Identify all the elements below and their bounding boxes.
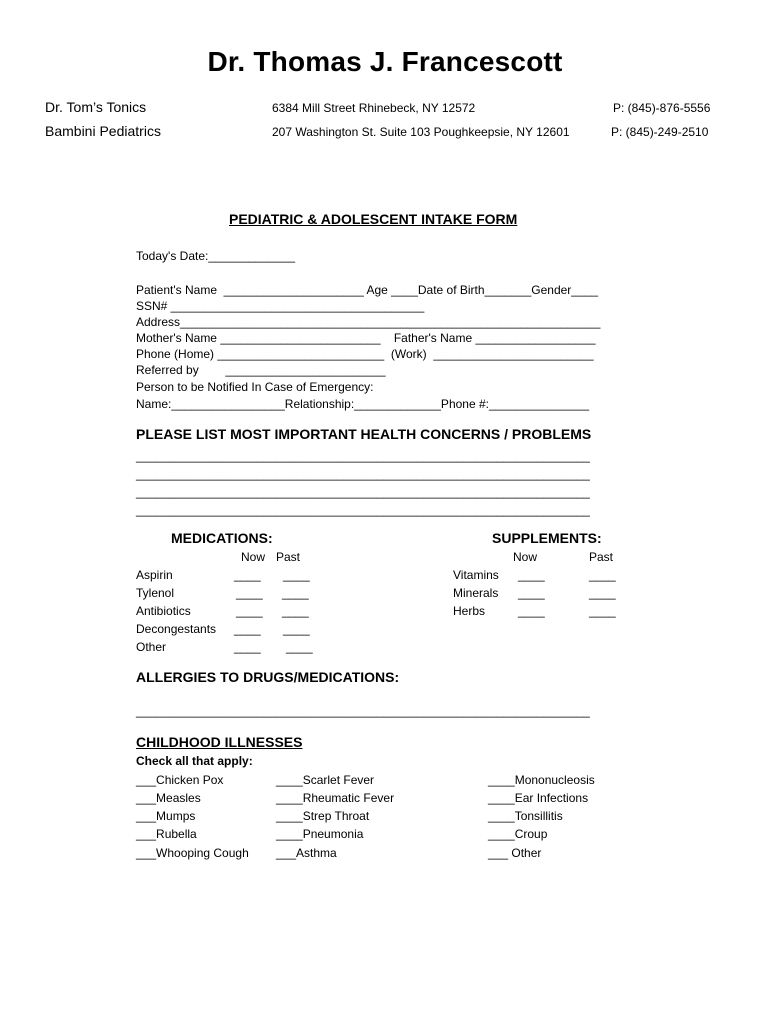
todays-date-field[interactable]: Today's Date:_____________: [136, 249, 296, 263]
illness-checkbox[interactable]: ___Rubella: [136, 827, 197, 841]
medication-label: Decongestants: [136, 622, 217, 636]
medication-past-blank[interactable]: ____: [283, 568, 310, 582]
illness-checkbox[interactable]: ____Scarlet Fever: [276, 773, 375, 787]
medication-now-blank[interactable]: ____: [236, 586, 263, 600]
illness-checkbox[interactable]: ___Chicken Pox: [136, 773, 224, 787]
medication-now-blank[interactable]: ____: [234, 640, 261, 654]
emergency-contact-label: Person to be Notified In Case of Emergency:: [136, 380, 374, 394]
allergies-heading: ALLERGIES TO DRUGS/MEDICATIONS:: [136, 669, 400, 685]
allergies-line[interactable]: ____________________________________________________________________: [136, 704, 590, 718]
illness-checkbox[interactable]: ____Croup: [488, 827, 548, 841]
address-field[interactable]: Address_______________________________________________________________: [136, 315, 601, 329]
supplement-past-blank[interactable]: ____: [589, 568, 616, 582]
check-all-instruction: Check all that apply:: [136, 754, 253, 768]
supplement-now-blank[interactable]: ____: [518, 604, 545, 618]
patient-name-row[interactable]: Patient's Name _____________________ Age ____Date of Birth_______Gender____: [136, 283, 598, 297]
medication-now-blank[interactable]: ____: [234, 568, 261, 582]
medication-label: Antibiotics: [136, 604, 191, 618]
medications-now-header: Now: [241, 550, 266, 564]
ssn-field[interactable]: SSN# ______________________________________: [136, 299, 425, 313]
illness-checkbox[interactable]: ___Measles: [136, 791, 201, 805]
supplement-now-blank[interactable]: ____: [518, 568, 545, 582]
illness-checkbox[interactable]: ____Ear Infections: [488, 791, 589, 805]
supplement-now-blank[interactable]: ____: [518, 586, 545, 600]
illness-checkbox[interactable]: ____Strep Throat: [276, 809, 370, 823]
childhood-illnesses-heading: CHILDHOOD ILLNESSES: [136, 734, 303, 750]
office-phone: P: (845)-249-2510: [611, 125, 709, 139]
supplements-past-header: Past: [589, 550, 614, 564]
emergency-contact-row[interactable]: Name:_________________Relationship:_____________Phone #:_______________: [136, 397, 590, 411]
concern-line[interactable]: ____________________________________________________________________: [136, 467, 590, 481]
health-concerns-heading: PLEASE LIST MOST IMPORTANT HEALTH CONCERNS / PROBLEMS: [136, 426, 592, 442]
doctor-name: Dr. Thomas J. Francescott: [207, 46, 563, 77]
medication-past-blank[interactable]: ____: [286, 640, 313, 654]
illness-checkbox[interactable]: ____Tonsillitis: [488, 809, 563, 823]
form-title: PEDIATRIC & ADOLESCENT INTAKE FORM: [229, 211, 518, 227]
supplements-now-header: Now: [513, 550, 538, 564]
office-address: 6384 Mill Street Rhinebeck, NY 12572: [272, 101, 476, 115]
medication-label: Aspirin: [136, 568, 173, 582]
medication-label: Other: [136, 640, 167, 654]
referred-by-field[interactable]: Referred by ________________________: [136, 363, 386, 377]
concern-line[interactable]: ____________________________________________________________________: [136, 485, 590, 499]
supplement-label: Minerals: [453, 586, 499, 600]
office-name: Bambini Pediatrics: [45, 123, 161, 139]
office-name: Dr. Tom’s Tonics: [45, 99, 147, 115]
supplement-label: Vitamins: [453, 568, 499, 582]
illness-checkbox[interactable]: ___Whooping Cough: [136, 846, 249, 860]
medications-past-header: Past: [276, 550, 301, 564]
illness-checkbox[interactable]: ____Mononucleosis: [488, 773, 595, 787]
illness-checkbox[interactable]: ___ Other: [488, 846, 542, 860]
medication-past-blank[interactable]: ____: [282, 586, 309, 600]
medication-now-blank[interactable]: ____: [236, 604, 263, 618]
medication-now-blank[interactable]: ____: [234, 622, 261, 636]
parents-names-row[interactable]: Mother's Name ________________________ Father's Name __________________: [136, 331, 596, 345]
office-phone: P: (845)-876-5556: [613, 101, 711, 115]
medication-past-blank[interactable]: ____: [283, 622, 310, 636]
illness-checkbox[interactable]: ____Rheumatic Fever: [276, 791, 395, 805]
medication-label: Tylenol: [136, 586, 175, 600]
medication-past-blank[interactable]: ____: [282, 604, 309, 618]
illness-checkbox[interactable]: ___Mumps: [136, 809, 196, 823]
supplement-past-blank[interactable]: ____: [589, 604, 616, 618]
phone-row[interactable]: Phone (Home) _________________________ (Work) ________________________: [136, 347, 594, 361]
supplement-label: Herbs: [453, 604, 486, 618]
illness-checkbox[interactable]: ___Asthma: [276, 846, 337, 860]
supplements-heading: SUPPLEMENTS:: [492, 530, 602, 546]
illness-checkbox[interactable]: ____Pneumonia: [276, 827, 364, 841]
concern-line[interactable]: ____________________________________________________________________: [136, 449, 590, 463]
supplement-past-blank[interactable]: ____: [589, 586, 616, 600]
office-address: 207 Washington St. Suite 103 Poughkeepsie, NY 12601: [272, 125, 570, 139]
concern-line[interactable]: ____________________________________________________________________: [136, 503, 590, 517]
medications-heading: MEDICATIONS:: [171, 530, 273, 546]
